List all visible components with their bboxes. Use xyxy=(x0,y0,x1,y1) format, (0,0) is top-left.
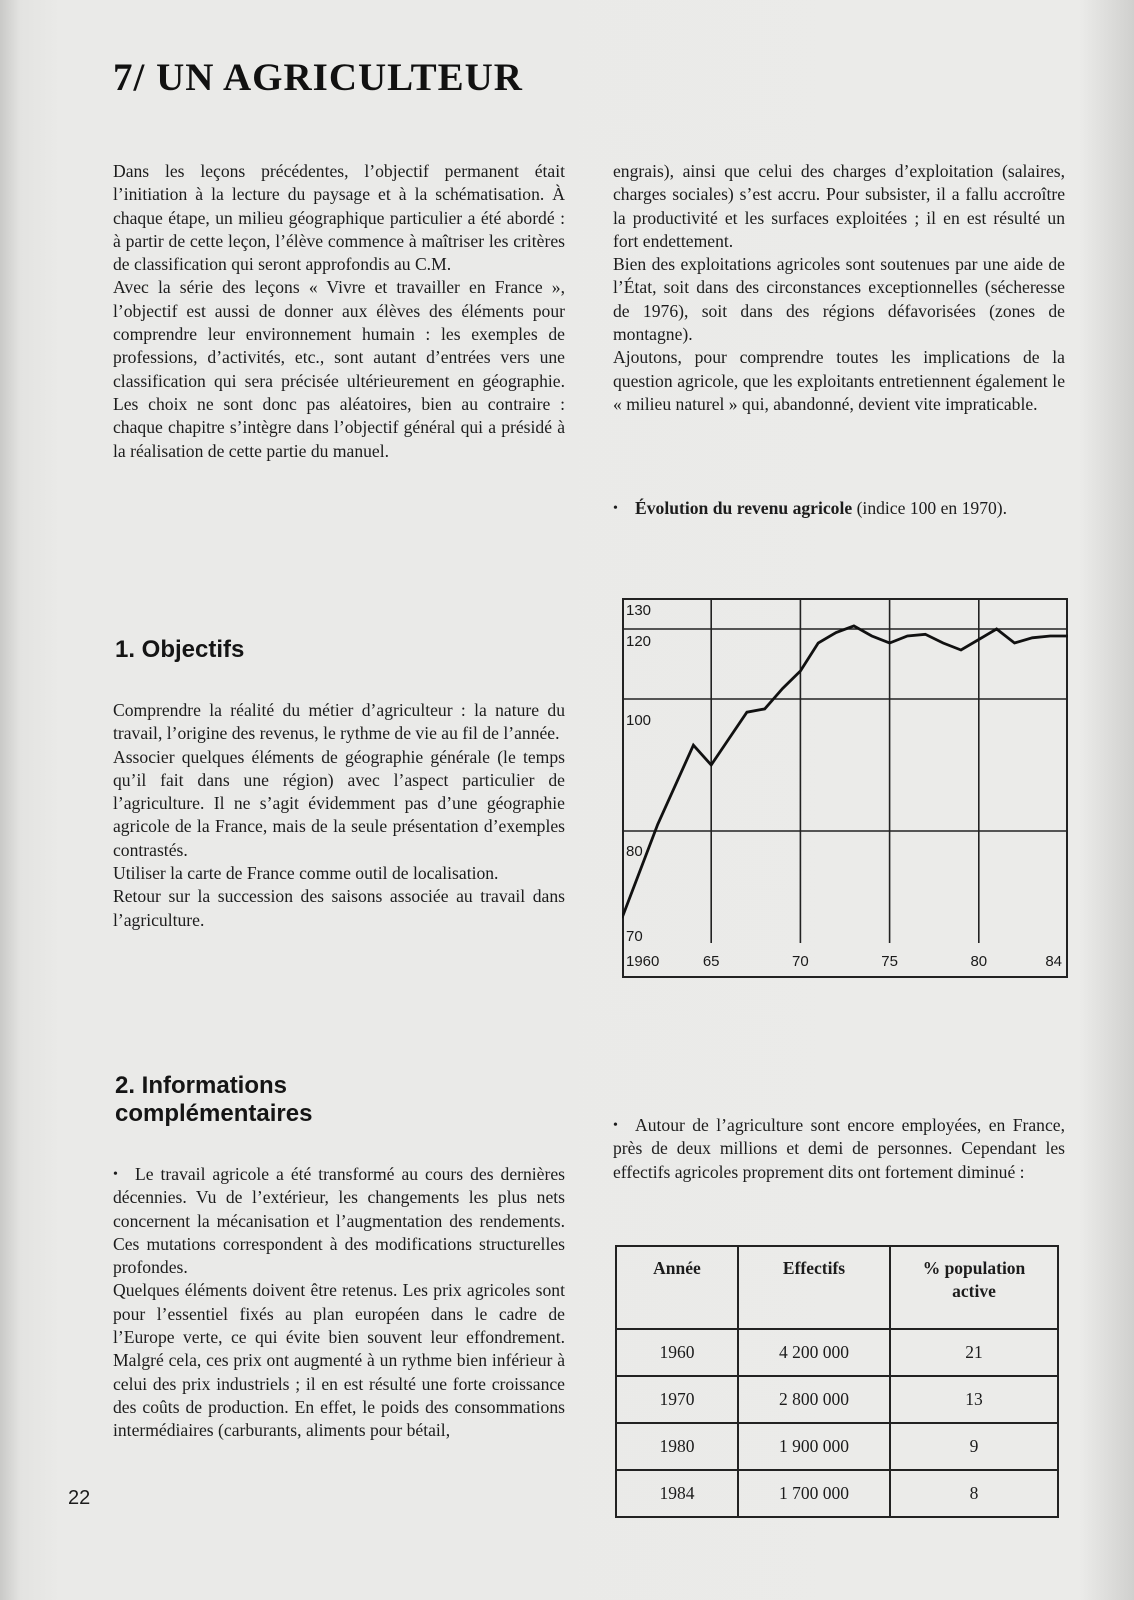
objectifs-paragraph: Comprendre la réalité du métier d’agriculteur : la nature du travail, l’origine des revenus, le rythme de vie au fil de l’année. xyxy=(113,700,565,744)
intro-paragraph: Avec la série des leçons « Vivre et travailler en France », l’objectif est aussi de donner aux élèves des éléments pour comprendre leur environnement humain : les exemples de professions, d’activités, etc., sont autant d’entrées vers une classification qui sera précisée ultérieurement en géographie. Les choix ne sont donc pas aléatoires, bien au contraire : chaque chapitre s’intègre dans l’objectif général qui a présidé à la réalisation de cette partie du manuel. xyxy=(113,277,565,461)
chart-y-tick-label: 100 xyxy=(626,712,652,729)
intro-text xyxy=(113,160,565,463)
paragraph xyxy=(613,1114,1065,1184)
intro-paragraph: Dans les leçons précédentes, l’objectif permanent était l’initiation à la lecture du paysage et à la schématisation. À chaque étape, un milieu géographique particulier a été abordé : à partir de cette leçon, l’élève commence à maîtriser les critères de classification qui seront approfondis au C.M. xyxy=(113,161,565,275)
chart-x-tick-label: 70 xyxy=(792,953,809,970)
chart-frame xyxy=(623,599,1067,977)
chart-y-tick-label: 120 xyxy=(626,633,652,650)
chart-x-tick-label: 80 xyxy=(970,953,988,970)
paragraph: Ajoutons, pour comprendre toutes les implications de la question agricole, que les exploitants entretiennent également le « milieu naturel » qui, abandonné, devient vite impraticable. xyxy=(613,347,1065,414)
table-cell: 1 700 000 xyxy=(738,1470,890,1517)
objectifs-text xyxy=(113,699,565,932)
chart-x-tick-label: 75 xyxy=(881,953,898,970)
effectifs-text xyxy=(613,1114,1065,1184)
right-column-text xyxy=(613,160,1065,416)
table-cell: 1 900 000 xyxy=(738,1423,890,1470)
table-cell: 4 200 000 xyxy=(738,1329,890,1376)
chart-y-tick-label: 70 xyxy=(626,928,643,945)
caption-title: Évolution du revenu agricole xyxy=(635,498,853,518)
paragraph: Bien des exploitations agricoles sont soutenues par une aide de l’État, soit dans des circonstances exceptionnelles (sécheresse de 1976), soit dans des régions défavorisées (zones de montagne). xyxy=(613,254,1065,345)
table-cell: 1980 xyxy=(616,1423,738,1470)
table-cell: 21 xyxy=(890,1329,1058,1376)
chart-caption xyxy=(613,497,1065,520)
section-heading-informations xyxy=(115,1072,312,1128)
table-row xyxy=(616,1329,1058,1376)
revenue-chart xyxy=(622,598,1068,978)
chart-x-tick-label: 84 xyxy=(1045,953,1062,970)
paragraph: engrais), ainsi que celui des charges d’exploitation (salaires, charges sociales) s’est accru. Pour subsister, il a fallu accroître la productivité et les surfaces exploitées ; il en est résulté un fort endettement. xyxy=(613,161,1065,251)
informations-paragraph: Quelques éléments doivent être retenus. Les prix agricoles sont pour l’essentiel fixés au plan européen dans le cadre de l’Europe verte, ce qui évite bien souvent leur effondrement. Malgré cela, ces prix ont augmenté à un rythme bien inférieur à celui des prix industriels ; il en est résulté une forte croissance des coûts de production. En effet, le poids des consommations intermédiaires (carburants, aliments pour bétail, xyxy=(113,1280,565,1441)
paragraph-text: Autour de l’agriculture sont encore employées, en France, près de deux millions et demi de personnes. Cependant les effectifs agricoles proprement dits ont fortement diminué : xyxy=(613,1115,1065,1182)
column-header: Année xyxy=(616,1246,738,1329)
table-header-row xyxy=(616,1246,1058,1329)
objectifs-paragraph: Retour sur la succession des saisons associée au travail dans l’agriculture. xyxy=(113,886,565,930)
bullet-icon: • xyxy=(613,501,618,516)
heading-line: complémentaires xyxy=(115,1100,313,1127)
caption-rest: (indice 100 en 1970). xyxy=(852,498,1008,518)
effectifs-table xyxy=(615,1245,1059,1518)
page-number: 22 xyxy=(68,1487,91,1509)
column-header: Effectifs xyxy=(738,1246,890,1329)
bullet-icon: • xyxy=(613,1118,618,1133)
chart-y-tick-label: 130 xyxy=(626,602,652,619)
table-row xyxy=(616,1470,1058,1517)
table-cell: 8 xyxy=(890,1470,1058,1517)
chart-x-tick-label: 65 xyxy=(702,953,720,970)
bullet-icon: • xyxy=(113,1167,118,1182)
table-cell: 1970 xyxy=(616,1376,738,1423)
chart-y-tick-label: 80 xyxy=(626,843,643,860)
objectifs-paragraph: Utiliser la carte de France comme outil de localisation. xyxy=(113,863,499,884)
table-row xyxy=(616,1423,1058,1470)
paragraph-text: Le travail agricole a été transformé au cours des dernières décennies. Vu de l’extérieur, les changements les plus nets concernent la mécanisation et l’augmentation des rendements. Ces mutations correspondent à des modifications structurelles profondes. xyxy=(113,1164,565,1278)
informations-paragraph xyxy=(113,1163,565,1279)
page-title: 7/ UN AGRICULTEUR xyxy=(113,56,523,99)
table-cell: 13 xyxy=(890,1376,1058,1423)
heading-line: 2. Informations xyxy=(115,1072,288,1099)
objectifs-paragraph: Associer quelques éléments de géographie générale (le temps qu’il fait dans une région) avec l’aspect particulier de l’agriculture. Il ne s’agit évidemment pas d’une géographie agricole de la France, mais de la seule présentation d’exemples contrastés. xyxy=(113,746,565,860)
chart-x-tick-label: 1960 xyxy=(626,953,660,970)
informations-text xyxy=(113,1163,565,1443)
caption-line xyxy=(613,497,1065,520)
table-row xyxy=(616,1376,1058,1423)
chart-series-line xyxy=(622,626,1068,918)
table-cell: 1984 xyxy=(616,1470,738,1517)
table-cell: 1960 xyxy=(616,1329,738,1376)
table-cell: 9 xyxy=(890,1423,1058,1470)
table-cell: 2 800 000 xyxy=(738,1376,890,1423)
column-header: % population active xyxy=(890,1246,1058,1329)
section-heading-objectifs: 1. Objectifs xyxy=(115,636,245,663)
